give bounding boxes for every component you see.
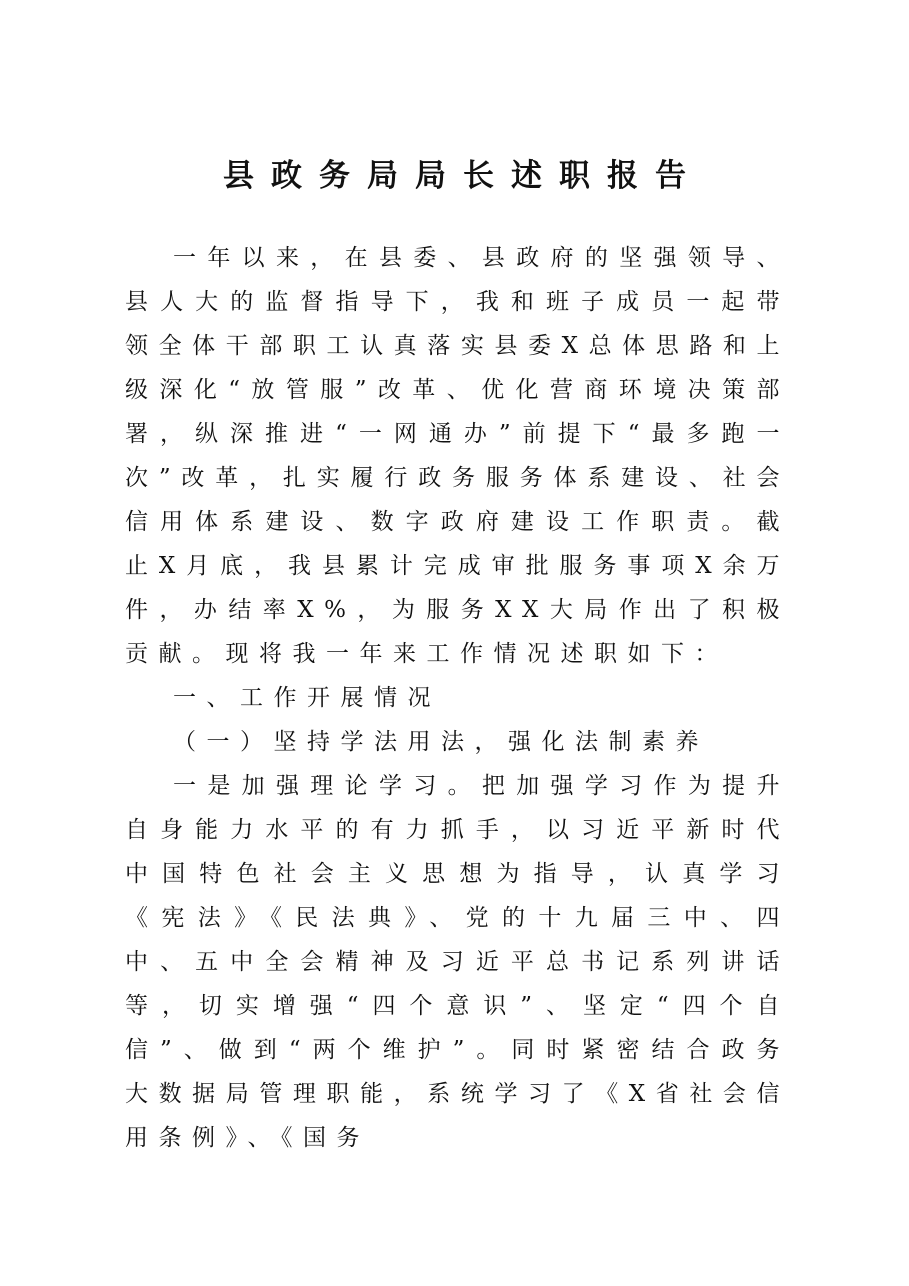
- subsection-heading: （一）坚持学法用法，强化法制素养: [173, 729, 709, 755]
- section-heading: 一、工作开展情况: [173, 685, 441, 711]
- document-body: [125, 236, 790, 1160]
- document-title: 县政务局局长述职报告: [223, 158, 703, 194]
- body-paragraph: 一是加强理论学习。把加强学习作为提升自身能力水平的有力抓手，以习近平新时代中国特色社会主义思想为指导，认真学习《宪法》《民法典》、党的十九届三中、四中、五中全会精神及习近平总书记系列讲话等，切实增强“四个意识”、坚定“四个自信”、做到“两个维护”。同时紧密结合政务大数据局管理职能，系统学习了《X省社会信用条例》、《国务: [125, 773, 790, 1151]
- intro-paragraph: 一年以来，在县委、县政府的坚强领导、县人大的监督指导下，我和班子成员一起带领全体干部职工认真落实县委X总体思路和上级深化“放管服”改革、优化营商环境决策部署，纵深推进“一网通办”前提下“最多跑一次”改革，扎实履行政务服务体系建设、社会信用体系建设、数字政府建设工作职责。截止X月底，我县累计完成审批服务事项X余万件，办结率X%，为服务XX大局作出了积极贡献。现将我一年来工作情况述职如下：: [125, 245, 790, 667]
